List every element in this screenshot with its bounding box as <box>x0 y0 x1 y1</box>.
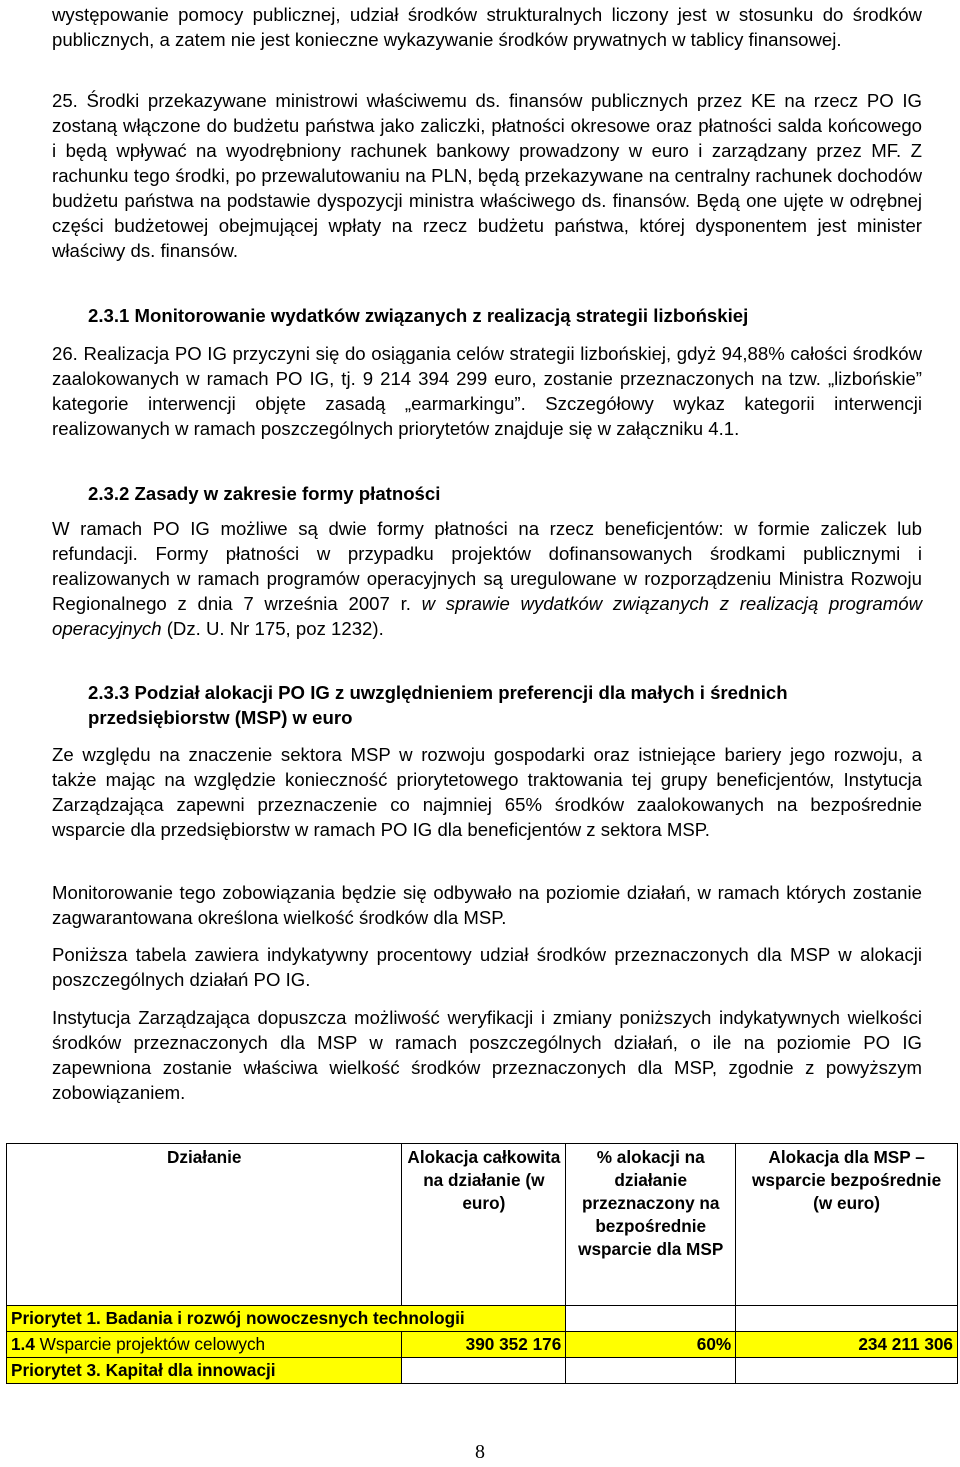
action-code: 1.4 <box>11 1334 35 1354</box>
paragraph-msp-2: Monitorowanie tego zobowiązania będzie się odbywało na poziomie działań, w ramach których zostanie zagwarantowana określona wielkość środków dla MSP. <box>52 882 922 928</box>
page-number: 8 <box>475 1441 485 1463</box>
table-header-row <box>7 1144 958 1306</box>
paragraph-26: 26. Realizacja PO IG przyczyni się do osiągania celów strategii lizbońskiej, gdyż 94,88% całości środków zaalokowanych w ramach PO IG, tj. 9 214 394 299 euro, zostanie przeznaczonych na tzw. „lizbońskie” kategorie interwencji objęte zasadą „earmarkingu”. Szczegółowy wykaz kategorii interwencji realizowanych w ramach poszczególnych priorytetów znajduje się w załączniku 4.1. <box>52 343 922 439</box>
msp-allocation-table <box>6 1143 958 1384</box>
header-total-allocation: Alokacja całkowita na działanie (w euro) <box>402 1144 566 1306</box>
empty-cell <box>402 1358 566 1384</box>
empty-cell <box>566 1306 736 1332</box>
paragraph-msp-1: Ze względu na znaczenie sektora MSP w rozwoju gospodarki oraz istniejące bariery jego rozwoju, a także mając na względzie konieczność priorytetowego traktowania tej grupy beneficjentów, Instytucja Zarządzająca zapewni przeznaczenie co najmniej 65% środków zaalokowanych na bezpośrednie wsparcie dla przedsiębiorstw w ramach PO IG dla beneficjentów z sektora MSP. <box>52 744 922 840</box>
paragraph-25: 25. Środki przekazywane ministrowi właściwemu ds. finansów publicznych przez KE na rzecz PO IG zostaną włączone do budżetu państwa jako zaliczki, płatności okresowe oraz płatności salda końcowego i będą wpływać na wyodrębniony rachunek bankowy prowadzony w euro i zarządzany przez MF. Z rachunku tego środki, po przewalutowaniu na PLN, będą przekazywane na centralny rachunek dochodów budżetu państwa na podstawie dyspozycji ministra właściwego ds. finansów. Będą one ujęte w odrębnej części budżetowej obejmującej wpłaty na rzecz budżetu państwa, której dysponentem jest minister właściwy ds. finansów. <box>52 90 922 261</box>
heading-2-3-3: 2.3.3 Podział alokacji PO IG z uwzględnieniem preferencji dla małych i średnich przedsiębiorstw (MSP) w euro <box>88 682 788 728</box>
heading-2-3-1: 2.3.1 Monitorowanie wydatków związanych z realizacją strategii lizbońskiej <box>88 305 749 326</box>
priority-1-label: Priorytet 1. Badania i rozwój nowoczesnych technologii <box>7 1306 566 1332</box>
header-action: Działanie <box>7 1144 402 1306</box>
empty-cell <box>736 1306 958 1332</box>
priority-3-label: Priorytet 3. Kapitał dla innowacji <box>7 1358 402 1384</box>
heading-2-3-2: 2.3.2 Zasady w zakresie formy płatności <box>88 483 441 504</box>
table-row <box>7 1332 958 1358</box>
table-row-priority-1 <box>7 1306 958 1332</box>
msp-percent-cell: 60% <box>566 1332 736 1358</box>
paragraph-top: występowanie pomocy publicznej, udział środków strukturalnych liczony jest w stosunku do środków publicznych, a zatem nie jest konieczne wykazywanie środków prywatnych w tablicy finansowej. <box>52 4 922 50</box>
header-msp-allocation: Alokacja dla MSP – wsparcie bezpośrednie (w euro) <box>736 1144 958 1306</box>
regulation-title: w sprawie wydatków związanych z realizacją programów operacyjnych <box>52 593 922 639</box>
action-name: Wsparcie projektów celowych <box>34 1334 266 1354</box>
table-row-priority-3 <box>7 1358 958 1384</box>
paragraph-msp-3: Poniższa tabela zawiera indykatywny procentowy udział środków przeznaczonych dla MSP w alokacji poszczególnych działań PO IG. <box>52 944 922 990</box>
payment-forms-text: W ramach PO IG możliwe są dwie formy płatności na rzecz beneficjentów: w formie zaliczek lub refundacji. Formy płatności w przypadku projektów dofinansowanych środkami publicznymi i realizowanych w ramach programów operacyjnych są uregulowane w rozporządzeniu Ministra Rozwoju Regionalnego z dnia 7 września 2007 r. <box>52 518 922 614</box>
header-msp-percent: % alokacji na działanie przeznaczony na bezpośrednie wsparcie dla MSP <box>566 1144 736 1306</box>
total-allocation-cell: 390 352 176 <box>402 1332 566 1358</box>
regulation-reference: (Dz. U. Nr 175, poz 1232). <box>166 618 384 639</box>
msp-allocation-cell: 234 211 306 <box>736 1332 958 1358</box>
paragraph-payment-forms <box>52 516 922 641</box>
empty-cell <box>566 1358 736 1384</box>
paragraph-msp-4: Instytucja Zarządzająca dopuszcza możliwość weryfikacji i zmiany poniższych indykatywnych wielkości środków przeznaczonych dla MSP w ramach poszczególnych działań, o ile na poziomie PO IG zapewniona zostanie właściwa wielkość środków przeznaczonych dla MSP, zgodnie z powyższym zobowiązaniem. <box>52 1007 922 1103</box>
action-cell <box>7 1332 402 1358</box>
empty-cell <box>736 1358 958 1384</box>
